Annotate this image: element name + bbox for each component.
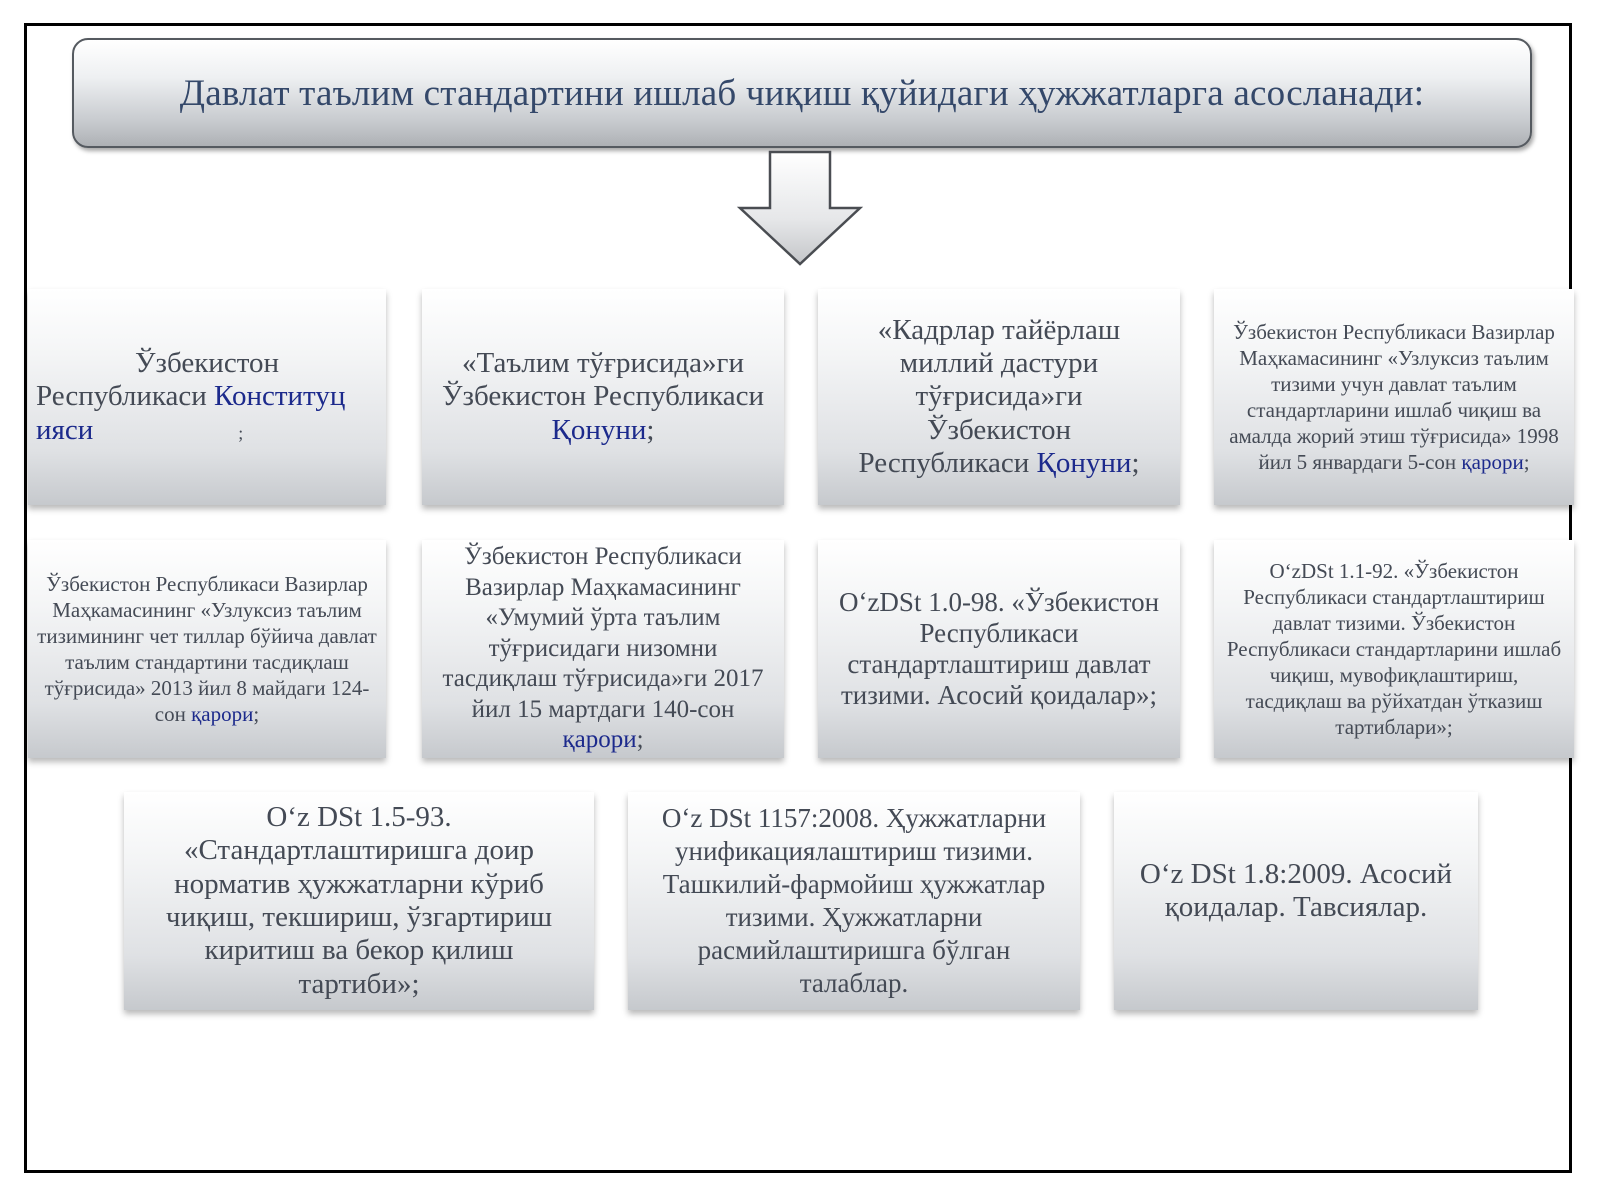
box-text: Oʻz DSt 1.8:2009. Асосий қоидалар. Тавсиялар. bbox=[1139, 857, 1453, 923]
box-suffix: ; bbox=[636, 726, 644, 754]
document-box-ozdst-1157 bbox=[628, 792, 1080, 1010]
document-box-resolution-2013 bbox=[28, 540, 386, 758]
box-text: «Кадрлар тайёрлаш миллий дастури тўғрисида»ги Ўзбекистон Республикаси bbox=[858, 313, 1121, 480]
document-box-constitution: Ўзбекистон Республикаси Конституц ияси ; bbox=[28, 289, 386, 505]
document-box-education-law bbox=[422, 289, 784, 505]
law-link: Қонуни bbox=[551, 413, 647, 446]
document-box-ozdst-1-8 bbox=[1114, 792, 1478, 1010]
title-banner bbox=[72, 38, 1532, 148]
resolution-link: қарори bbox=[1461, 450, 1524, 475]
box-suffix: ; bbox=[253, 702, 260, 727]
box-suffix: ; bbox=[1523, 450, 1530, 475]
page-title: Давлат таълим стандартини ишлаб чиқиш қуйидаги ҳужжатларга асосланади: bbox=[179, 72, 1425, 114]
document-box-resolution-2017 bbox=[422, 540, 784, 758]
box-text: Ўзбекистон Республикаси Вазирлар Маҳкамасининг «Умумий ўрта таълим тўғрисидаги низомни тасдиқлаш тўғрисида»ги 2017 йил 15 мартдаги 140-сон bbox=[442, 543, 764, 723]
law-link: Қонуни bbox=[1036, 447, 1132, 480]
box-text: Ўзбекистон Республикаси Вазирлар Маҳкамасининг «Узлуксиз таълим тизимининг чет тиллар бўйича давлат таълим стандартини тасдиқлаш тўғрисида» 2013 йил 8 майдаги 124-сон bbox=[37, 571, 377, 727]
document-box-ozdst-1-0 bbox=[818, 540, 1180, 758]
box-text: Oʻz DSt 1.5-93. «Стандартлаштиришга доир норматив ҳужжатларни кўриб чиқиш, текшириш, ўзгартириш киритиш ва бекор қилиш тартиби»; bbox=[165, 800, 553, 1000]
down-arrow-icon bbox=[736, 150, 864, 268]
box-text: OʻzDSt 1.0-98. «Ўзбекистон Республикаси стандартлаштириш давлат тизими. Асосий қоидалар»; bbox=[838, 586, 1160, 711]
box-suffix: ; bbox=[646, 413, 655, 446]
resolution-link: қарори bbox=[191, 702, 254, 727]
box-text: OʻzDSt 1.1-92. «Ўзбекистон Республикаси стандартлаштириш давлат тизими. Ўзбекистон Республикаси стандартларини ишлаб чиқиш, мувофиқлаштириш, тасдиқлаш ва рўйхатдан ўтказиш тартиблари»; bbox=[1226, 558, 1562, 740]
document-box-ozdst-1-5 bbox=[124, 792, 594, 1010]
document-box-personnel-law bbox=[818, 289, 1180, 505]
document-box-ozdst-1-1 bbox=[1214, 540, 1574, 758]
resolution-link: қарори bbox=[562, 726, 637, 754]
document-box-resolution-1998 bbox=[1214, 289, 1574, 505]
box-text: Ўзбекистон Республикаси Вазирлар Маҳкамасининг «Узлуксиз таълим тизими учун давлат таълим стандартларини ишлаб чиқиш ва амалда жорий этиш тўғрисида» 1998 йил 5 январдаги 5-сон bbox=[1229, 319, 1559, 475]
box-text: «Таълим тўғрисида»ги Ўзбекистон Республикаси bbox=[441, 346, 765, 413]
box-suffix: ; bbox=[1131, 447, 1140, 480]
box-text: Oʻz DSt 1157:2008. Ҳужжатларни унификациялаштириш тизими. Ташкилий-фармойиш ҳужжатлар тизими. Ҳужжатларни расмийлаштиришга бўлган талаблар. bbox=[661, 803, 1047, 998]
